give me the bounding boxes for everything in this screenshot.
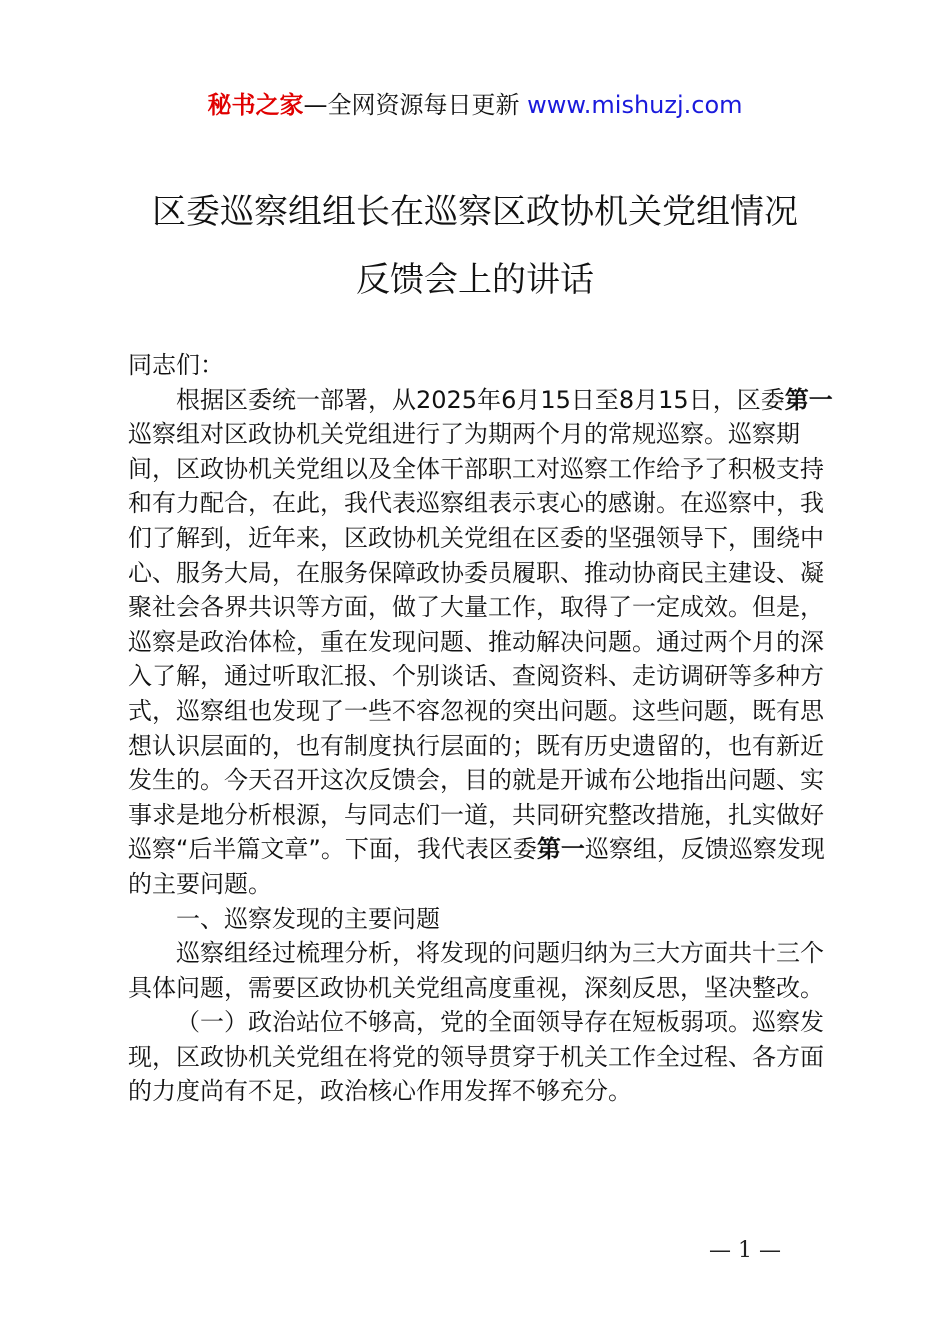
document-title-line1: 区委巡察组组长在巡察区政协机关党组情况 <box>152 192 798 232</box>
paragraph-intro <box>128 383 840 902</box>
page-number: — 1 — <box>709 1238 781 1263</box>
header-tagline: —全网资源每日更新 <box>303 91 520 119</box>
brand-name: 秘书之家 <box>207 91 304 119</box>
intro-text-a: 根据区委统一部署，从2025年6月15日至8月15日，区委 <box>176 385 785 414</box>
site-header <box>0 88 950 122</box>
paragraph-issue-1: （一）政治站位不够高，党的全面领导存在短板弱项。巡察发现，区政协机关党组在将党的领导贯穿于机关工作全过程、各方面的力度尚有不足，政治核心作用发挥不够充分。 <box>128 1008 824 1106</box>
intro-bold-second: 第一 <box>536 835 585 864</box>
salutation: 同志们： <box>128 351 224 379</box>
document-title-line2: 反馈会上的讲话 <box>356 260 594 300</box>
intro-text-c: 巡察组对区政协机关党组进行了为期两个月的常规巡察。巡察期间，区政协机关党组以及全体干部职工对巡察工作给予了积极支持和有力配合，在此，我代表巡察组表示衷心的感谢。在巡察中，我们了解到，近年来，区政协机关党组在区委的坚强领导下，围绕中心、服务大局，在服务保障政协委员履职、推动协商民主建设、凝聚社会各界共识等方面，做了大量工作，取得了一定成效。但是，巡察是政治体检，重在发现问题、推动解决问题。通过两个月的深入了解，通过听取汇报、个别谈话、查阅资料、走访调研等多种方式，巡察组也发现了一些不容忽视的突出问题。这些问题，既有思想认识层面的，也有制度执行层面的；既有历史遗留的，也有新近发生的。今天召开这次反馈会，目的就是开诚布公地指出问题、实事求是地分析根源，与同志们一道，共同研究整改措施，扎实做好巡察“后半篇文章”。下面，我代表区委 <box>128 420 824 864</box>
intro-bold-first: 第一 <box>784 385 833 414</box>
paragraph-summary: 巡察组经过梳理分析，将发现的问题归纳为三大方面共十三个具体问题，需要区政协机关党组高度重视，深刻反思，坚决整改。 <box>128 939 824 1002</box>
intro-text-d: 巡察组，反馈巡察发现的主要问题。 <box>128 835 825 898</box>
document-body <box>128 348 840 1109</box>
site-url-link[interactable]: www.mishuzj.com <box>527 91 743 119</box>
section-heading-1: 一、巡察发现的主要问题 <box>176 904 440 933</box>
